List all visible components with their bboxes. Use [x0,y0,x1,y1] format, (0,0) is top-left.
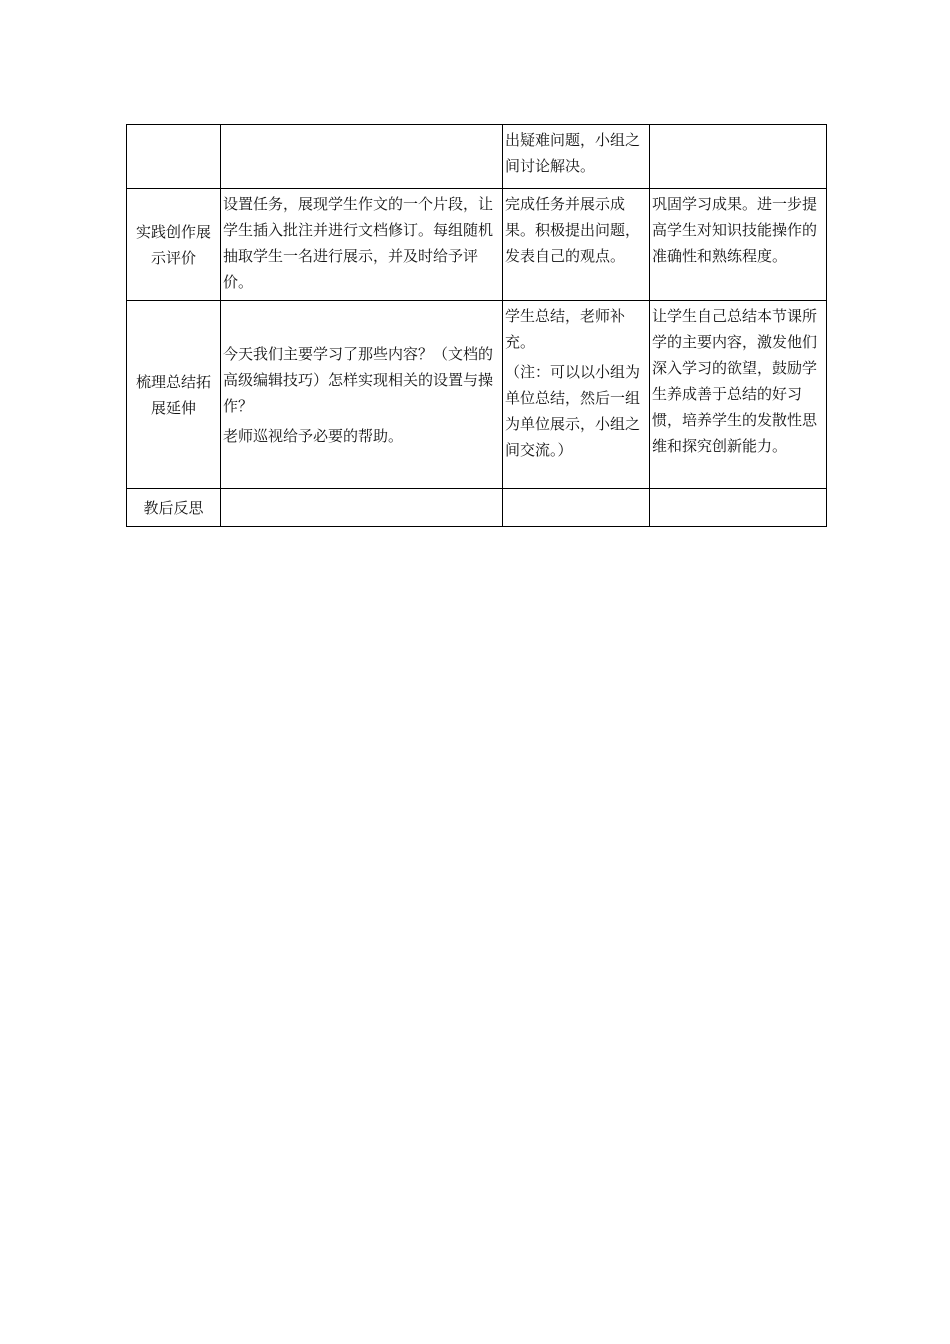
lesson-plan-table [126,124,827,527]
student-activity-cell [503,125,650,189]
design-intent-cell: 巩固学习成果。进一步提高学生对知识技能操作的准确性和熟练程度。 [650,189,827,301]
student-activity-text: 学生总结，老师补充。 [505,307,626,351]
student-activity-text: 出疑难问题，小组之间讨论解决。 [505,131,641,175]
teacher-activity-text: 今天我们主要学习了那些内容？（文档的高级编辑技巧）怎样实现相关的设置与操作？ [223,344,494,415]
design-intent-cell: 让学生自己总结本节课所学的主要内容，激发他们深入学习的欲望，鼓励学生养成善于总结的好习惯，培养学生的发散性思维和探究创新能力。 [650,301,827,489]
table-row [127,125,827,189]
student-activity-cell [503,189,650,301]
student-activity-cell [503,301,650,489]
student-activity-text: 完成任务并展示成果。积极提出问题，发表自己的观点。 [505,195,641,265]
stage-cell: 实践创作展示评价 [127,189,221,301]
table-row [127,489,827,527]
design-intent-cell [650,125,827,189]
student-activity-cell [503,489,650,527]
teacher-activity-text: 设置任务，展现学生作文的一个片段，让学生插入批注并进行文档修订。每组随机抽取学生一名进行展示，并及时给予评价。 [223,195,494,291]
student-activity-note: （注：可以以小组为单位总结，然后一组为单位展示，小组之间交流。） [505,363,641,459]
teacher-activity-cell [221,301,503,489]
teacher-activity-cell [221,489,503,527]
teacher-activity-text: 老师巡视给予必要的帮助。 [223,426,404,445]
design-intent-cell [650,489,827,527]
stage-cell: 教后反思 [127,489,221,527]
stage-cell [127,125,221,189]
stage-cell: 梳理总结拓展延伸 [127,301,221,489]
teacher-activity-cell [221,125,503,189]
teacher-activity-cell [221,189,503,301]
table-row [127,301,827,489]
table-row [127,189,827,301]
